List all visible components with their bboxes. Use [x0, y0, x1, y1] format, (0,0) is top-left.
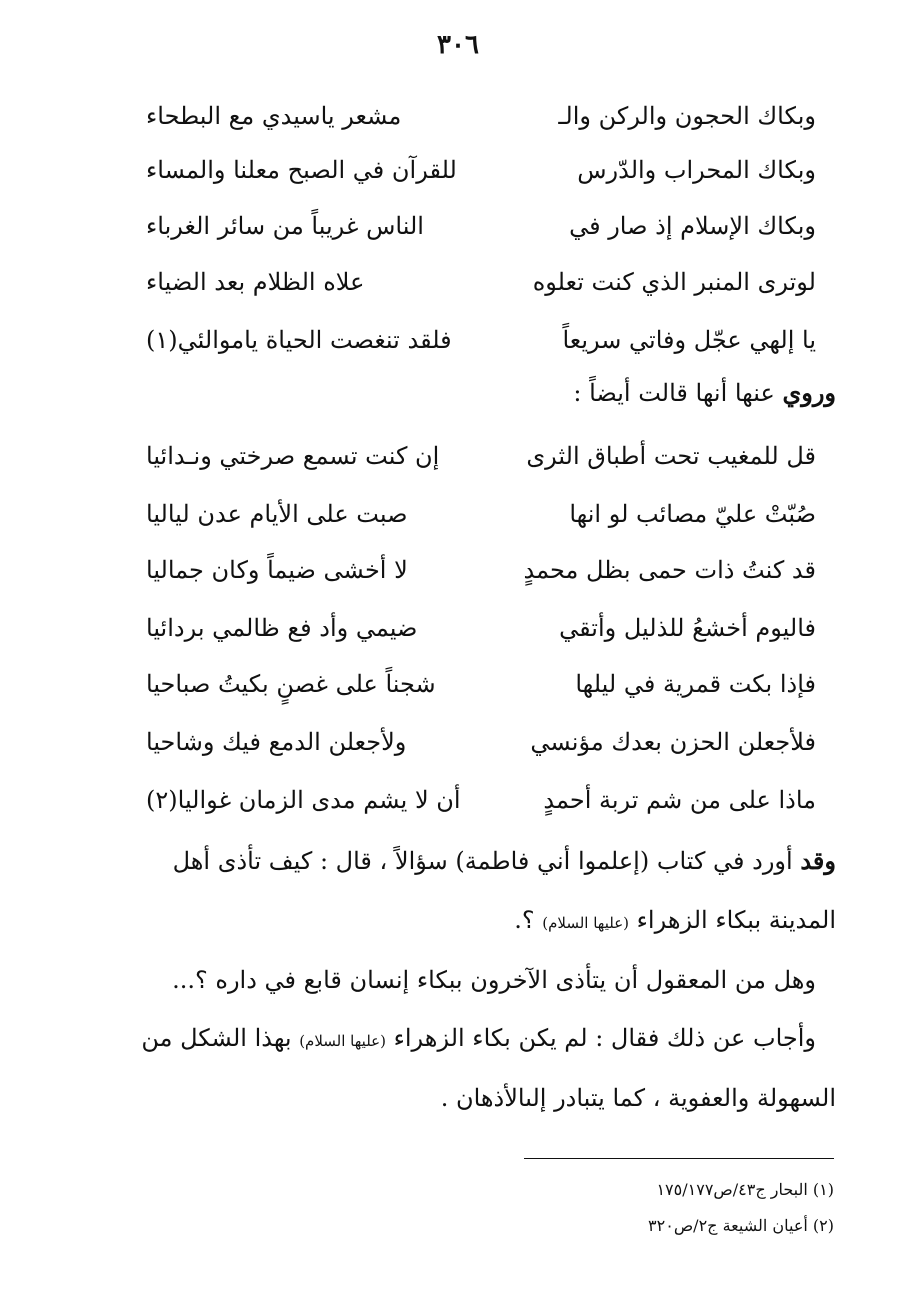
verse-first-hemistich: فلأجعلن الحزن بعدك مؤنسي [530, 728, 816, 756]
verse-first-hemistich: صُبّتْ عليّ مصائب لو انها [569, 500, 816, 528]
page-number: ٣٠٦ [437, 30, 479, 60]
verse-line [146, 494, 816, 534]
paragraph-line [80, 906, 836, 934]
verse-second-hemistich: مشعر ياسيدي مع البطحاء [146, 102, 402, 130]
verse-first-hemistich: وبكاك الحجون والركن والـ [558, 102, 816, 130]
paragraph-bold-word: وقد [800, 846, 836, 875]
verse-first-hemistich: يا إلهي عجّل وفاتي سريعاً [562, 326, 816, 354]
footnote-2: (٢) أعيان الشيعة ج٢/ص٣٢٠ [648, 1216, 834, 1235]
intro-bold-word: وروي [782, 378, 836, 407]
verse-line [146, 150, 816, 190]
paragraph-line [60, 966, 816, 994]
verse-second-hemistich: لا أخشى ضيماً وكان جماليا [146, 556, 408, 584]
verse-line [146, 320, 816, 360]
verse-first-hemistich: قد كنتُ ذات حمى بظل محمدٍ [523, 556, 816, 584]
verse-line [146, 262, 816, 302]
verse-second-hemistich: ضيمي وأد فع ظالمي بردائيا [146, 614, 418, 642]
verse-line [146, 96, 816, 136]
footnote-divider [524, 1158, 834, 1159]
paragraph-text: بهذا الشكل من [141, 1024, 300, 1052]
paragraph-text: أورد في كتاب (إعلموا أني فاطمة) سؤالاً ، قال : كيف تأذى أهل [172, 847, 801, 875]
verse-second-hemistich: علاه الظلام بعد الضياء [146, 268, 365, 296]
verse-line [146, 206, 816, 246]
intro-line [80, 378, 836, 407]
verse-first-hemistich: فإذا بكت قمرية في ليلها [575, 670, 816, 698]
verse-line [146, 608, 816, 648]
verse-first-hemistich: فاليوم أخشعُ للذليل وأتقي [559, 614, 816, 642]
verse-first-hemistich: وبكاك الإسلام إذ صار في [569, 212, 816, 240]
verse-first-hemistich: وبكاك المحراب والدّرس [577, 156, 816, 184]
verse-second-hemistich: إن كنت تسمع صرختي ونـدائيا [146, 442, 440, 470]
verse-line [146, 436, 816, 476]
paragraph-line [60, 1024, 816, 1052]
paragraph-text: وأجاب عن ذلك فقال : لم يكن بكاء الزهراء [385, 1024, 816, 1052]
verse-line [146, 722, 816, 762]
verse-second-hemistich: الناس غريباً من سائر الغرباء [146, 212, 424, 240]
verse-line [146, 550, 816, 590]
verse-second-hemistich: فلقد تنغصت الحياة ياموالئي(١) [146, 326, 452, 354]
paragraph-line [80, 1084, 836, 1112]
paragraph-text: وهل من المعقول أن يتأذى الآخرون ببكاء إنسان قابع في داره ؟... [172, 966, 816, 994]
intro-text: عنها أنها قالت أيضاً : [573, 379, 783, 407]
verse-line [146, 780, 816, 820]
paragraph-text: ؟. [514, 906, 543, 934]
verse-second-hemistich: للقرآن في الصبح معلنا والمساء [146, 156, 457, 184]
footnote-1: (١) البحار ج٤٣/ص١٧٥/١٧٧ [656, 1180, 834, 1199]
honorific-text: (عليها السلام) [542, 914, 630, 932]
verse-second-hemistich: صبت على الأيام عدن لياليا [146, 500, 408, 528]
honorific-text: (عليها السلام) [299, 1032, 386, 1050]
paragraph-text: السهولة والعفوية ، كما يتبادر إلىالأذهان . [440, 1084, 836, 1112]
verse-second-hemistich: شجناً على غصنٍ بكيتُ صباحيا [146, 670, 436, 698]
verse-second-hemistich: ولأجعلن الدمع فيك وشاحيا [146, 728, 407, 756]
verse-first-hemistich: قل للمغيب تحت أطباق الثرى [526, 442, 816, 470]
paragraph-text: المدينة ببكاء الزهراء [629, 906, 836, 934]
verse-line [146, 664, 816, 704]
verse-first-hemistich: لوترى المنبر الذي كنت تعلوه [532, 268, 816, 296]
paragraph-line [80, 846, 836, 875]
verse-first-hemistich: ماذا على من شم تربة أحمدٍ [543, 786, 816, 814]
verse-second-hemistich: أن لا يشم مدى الزمان غواليا(٢) [146, 786, 461, 814]
